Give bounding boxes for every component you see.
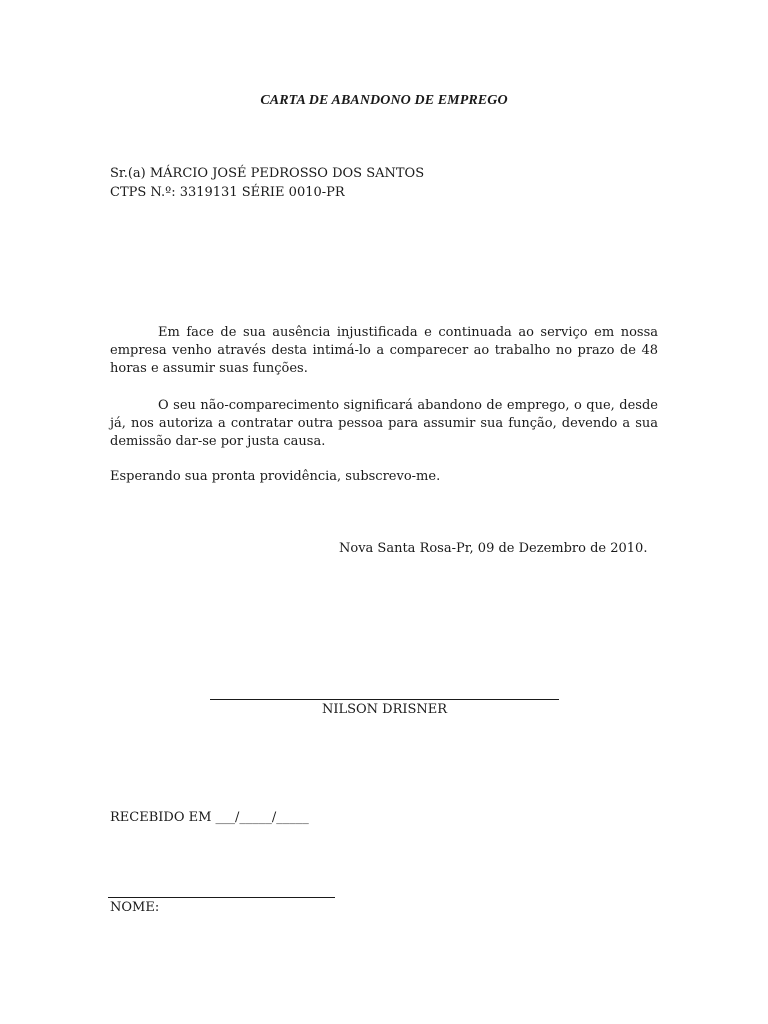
addressee-ctps: CTPS N.º: 3319131 SÉRIE 0010-PR xyxy=(110,185,345,200)
name-label: NOME: xyxy=(110,900,160,915)
paragraph-summons xyxy=(110,324,658,378)
paragraph-consequence-text: O seu não-comparecimento significará abandono de emprego, o que, desde já, nos autoriza a contratar outra pessoa para assumir sua função, devendo a sua demissão dar-se por justa causa. xyxy=(110,398,658,449)
name-signature-line xyxy=(108,897,335,898)
paragraph-closing: Esperando sua pronta providência, subscrevo-me. xyxy=(110,469,441,484)
paragraph-summons-text: Em face de sua ausência injustificada e continuada ao serviço em nossa empresa venho através desta intimá-lo a comparecer ao trabalho no prazo de 48 horas e assumir suas funções. xyxy=(110,325,658,376)
received-date-field: RECEBIDO EM ___/_____/_____ xyxy=(110,810,309,825)
addressee-name: Sr.(a) MÁRCIO JOSÉ PEDROSSO DOS SANTOS xyxy=(110,166,425,181)
addressee-block xyxy=(110,164,424,202)
place-date: Nova Santa Rosa-Pr, 09 de Dezembro de 2010. xyxy=(339,541,648,556)
signature-line xyxy=(210,699,559,700)
paragraph-consequence xyxy=(110,397,658,451)
letter-title: CARTA DE ABANDONO DE EMPREGO xyxy=(260,93,508,108)
signatory-name: NILSON DRISNER xyxy=(321,702,448,717)
